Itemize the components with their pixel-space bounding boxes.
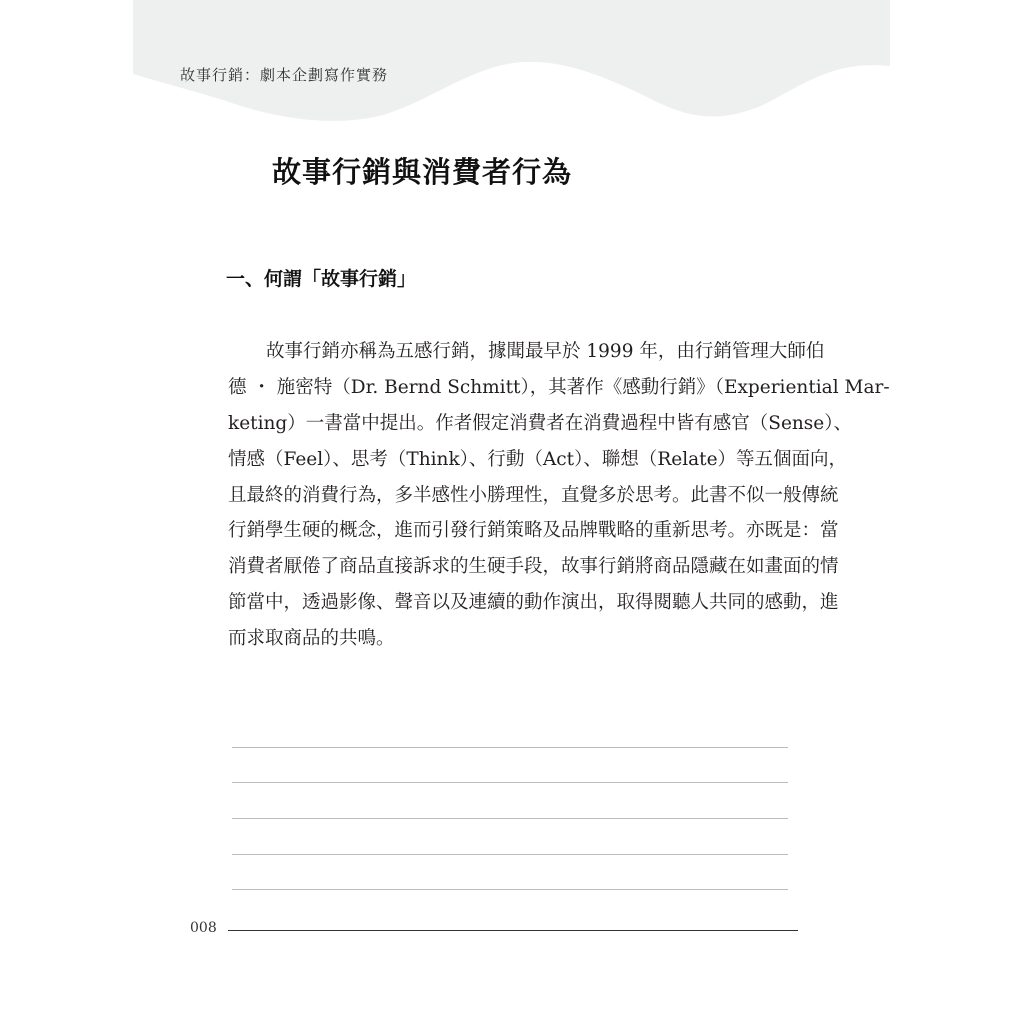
note-rule-line	[232, 889, 788, 890]
body-paragraph	[228, 338, 890, 661]
note-rule-line	[232, 782, 788, 783]
paragraph-line: 消費者厭倦了商品直接訴求的生硬手段，故事行銷將商品隱藏在如畫面的情	[228, 556, 839, 578]
running-header: 故事行銷：劇本企劃寫作實務	[180, 66, 389, 84]
paragraph-line: 德 ・ 施密特（Dr. Bernd Schmitt），其著作《感動行銷》（Experiential Mar-	[228, 376, 890, 398]
note-rule-line	[232, 854, 788, 855]
paragraph-line: 而求取商品的共鳴。	[228, 628, 395, 650]
chapter-title: 故事行銷與消費者行為	[272, 155, 573, 189]
footer-rule	[228, 930, 798, 931]
paragraph-line: 情感（Feel）、思考（Think）、行動（Act）、聯想（Relate）等五個面向，	[228, 448, 848, 470]
paragraph-line: 行銷學生硬的概念，進而引發行銷策略及品牌戰略的重新思考。亦既是：當	[228, 520, 839, 542]
paragraph-line: 且最終的消費行為，多半感性小勝理性，直覺多於思考。此書不似一般傳統	[228, 484, 839, 506]
paragraph-line: 節當中，透過影像、聲音以及連續的動作演出，取得閱聽人共同的感動，進	[228, 592, 839, 614]
section-heading: 一、何謂「故事行銷」	[226, 268, 417, 290]
paragraph-line: 故事行銷亦稱為五感行銷，據聞最早於 1999 年，由行銷管理大師伯	[266, 341, 825, 362]
paragraph-line: keting）一書當中提出。作者假定消費者在消費過程中皆有感官（Sense）、	[228, 412, 852, 434]
note-rule-line	[232, 747, 788, 748]
header-wave-decoration	[133, 0, 890, 125]
note-rule-line	[232, 818, 788, 819]
page-number: 008	[190, 920, 217, 936]
